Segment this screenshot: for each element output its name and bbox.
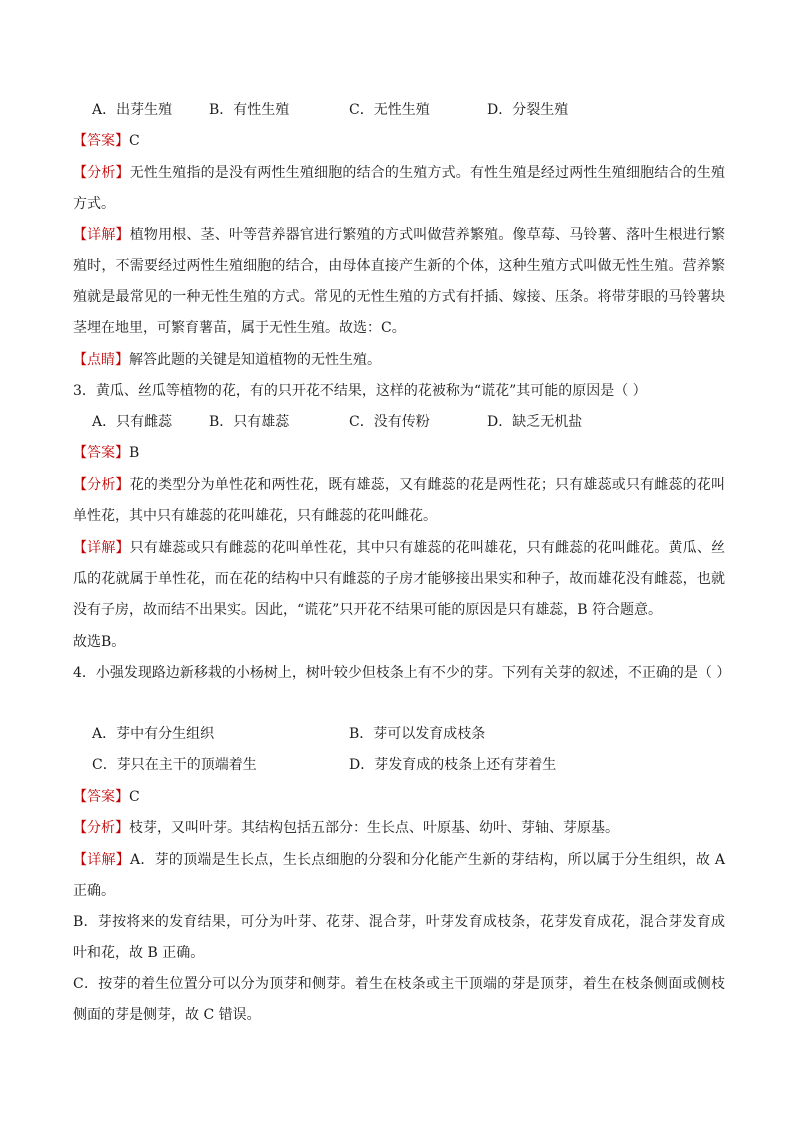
answer-value: B bbox=[129, 445, 140, 461]
q3-option-a: A．只有雌蕊 bbox=[92, 414, 173, 430]
answer-tag: 【答案】 bbox=[73, 789, 129, 805]
analysis-text: 花的类型分为单性花和两性花，既有雄蕊，又有雌蕊的花是两性花；只有雄蕊或只有雌蕊的花叫单性花，其中只有雄蕊的花叫雄花，只有雌蕊的花叫雌花。 bbox=[73, 477, 726, 524]
q2-detail bbox=[73, 220, 725, 344]
q4-option-b: B．芽可以发育成枝条 bbox=[349, 726, 486, 742]
q4-option-a: A．芽中有分生组织 bbox=[92, 726, 215, 742]
analysis-text: 枝芽，又叫叶芽。其结构包括五部分：生长点、叶原基、幼叶、芽轴、芽原基。 bbox=[129, 820, 619, 836]
answer-tag: 【答案】 bbox=[73, 445, 129, 461]
q4-analysis bbox=[73, 818, 619, 838]
q4-stem: 4．小强发现路边新移栽的小杨树上，树叶较少但枝条上有不少的芽。下列有关芽的叙述，不正确的是（ ） bbox=[73, 665, 731, 681]
comment-tag: 【点睛】 bbox=[73, 352, 129, 368]
analysis-tag: 【分析】 bbox=[73, 820, 129, 836]
q2-option-b: B．有性生殖 bbox=[209, 102, 290, 118]
analysis-text: 无性生殖指的是没有两性生殖细胞的结合的生殖方式。有性生殖是经过两性生殖细胞结合的生殖方式。 bbox=[73, 165, 726, 212]
answer-value: C bbox=[129, 133, 140, 149]
detail-tag: 【详解】 bbox=[73, 852, 130, 868]
detail-text: 植物用根、茎、叶等营养器官进行繁殖的方式叫做营养繁殖。像草莓、马铃薯、落叶生根进行繁殖时，不需要经过两性生殖细胞的结合，由母体直接产生新的个体，这种生殖方式叫做无性生殖。营养繁殖就是最常见的一种无性生殖的方式。常见的无性生殖的方式有扦插、嫁接、压条。将带芽眼的马铃薯块茎埋在地里，可繁育薯苗，属于无性生殖。故选：C。 bbox=[73, 227, 726, 336]
q2-analysis bbox=[73, 158, 725, 220]
q3-option-c: C．没有传粉 bbox=[349, 414, 430, 430]
detail-a-text: A．芽的顶端是生长点，生长点细胞的分裂和分化能产生新的芽结构，所以属于分生组织，故 A 正确。 bbox=[73, 852, 726, 899]
q2-option-d: D．分裂生殖 bbox=[487, 102, 569, 118]
q2-comment bbox=[73, 350, 381, 370]
q2-answer bbox=[73, 131, 140, 151]
detail-text: 只有雄蕊或只有雌蕊的花叫单性花，其中只有雄蕊的花叫雄花，只有雌蕊的花叫雌花。黄瓜、丝瓜的花就属于单性花，而在花的结构中只有雌蕊的子房才能够接出果实和种子，故而雄花没有雌蕊，也就没有子房，故而结不出果实。因此，“谎花”只开花不结果可能的原因是只有雄蕊，B 符合题意。 bbox=[73, 540, 726, 618]
q4-answer bbox=[73, 787, 140, 807]
answer-tag: 【答案】 bbox=[73, 133, 129, 149]
detail-tag: 【详解】 bbox=[73, 227, 130, 243]
q2-option-a: A．出芽生殖 bbox=[92, 102, 173, 118]
q4-option-c: C．芽只在主干的顶端着生 bbox=[92, 757, 257, 773]
analysis-tag: 【分析】 bbox=[73, 477, 130, 493]
answer-value: C bbox=[129, 789, 140, 805]
q3-stem: 3．黄瓜、丝瓜等植物的花，有的只开花不结果，这样的花被称为“谎花”其可能的原因是（ ） bbox=[73, 383, 647, 399]
detail-tag: 【详解】 bbox=[73, 540, 130, 556]
q3-option-d: D．缺乏无机盐 bbox=[487, 414, 583, 430]
q3-conclusion: 故选B。 bbox=[73, 634, 126, 650]
q3-answer bbox=[73, 443, 139, 463]
q4-detail-c: C．按芽的着生位置分可以分为顶芽和侧芽。着生在枝条或主干顶端的芽是顶芽，着生在枝条侧面或侧枝侧面的芽是侧芽，故 C 错误。 bbox=[73, 976, 725, 1023]
q2-option-c: C．无性生殖 bbox=[349, 102, 430, 118]
q4-detail-b: B．芽按将来的发育结果，可分为叶芽、花芽、混合芽，叶芽发育成枝条，花芽发育成花，混合芽发育成叶和花，故 B 正确。 bbox=[73, 914, 725, 961]
comment-text: 解答此题的关键是知道植物的无性生殖。 bbox=[129, 352, 381, 368]
q3-detail bbox=[73, 533, 725, 626]
q3-analysis bbox=[73, 470, 725, 532]
q4-option-d: D．芽发育成的枝条上还有芽着生 bbox=[349, 757, 557, 773]
q4-detail-a bbox=[73, 845, 725, 907]
analysis-tag: 【分析】 bbox=[73, 165, 130, 181]
q3-option-b: B．只有雄蕊 bbox=[209, 414, 290, 430]
